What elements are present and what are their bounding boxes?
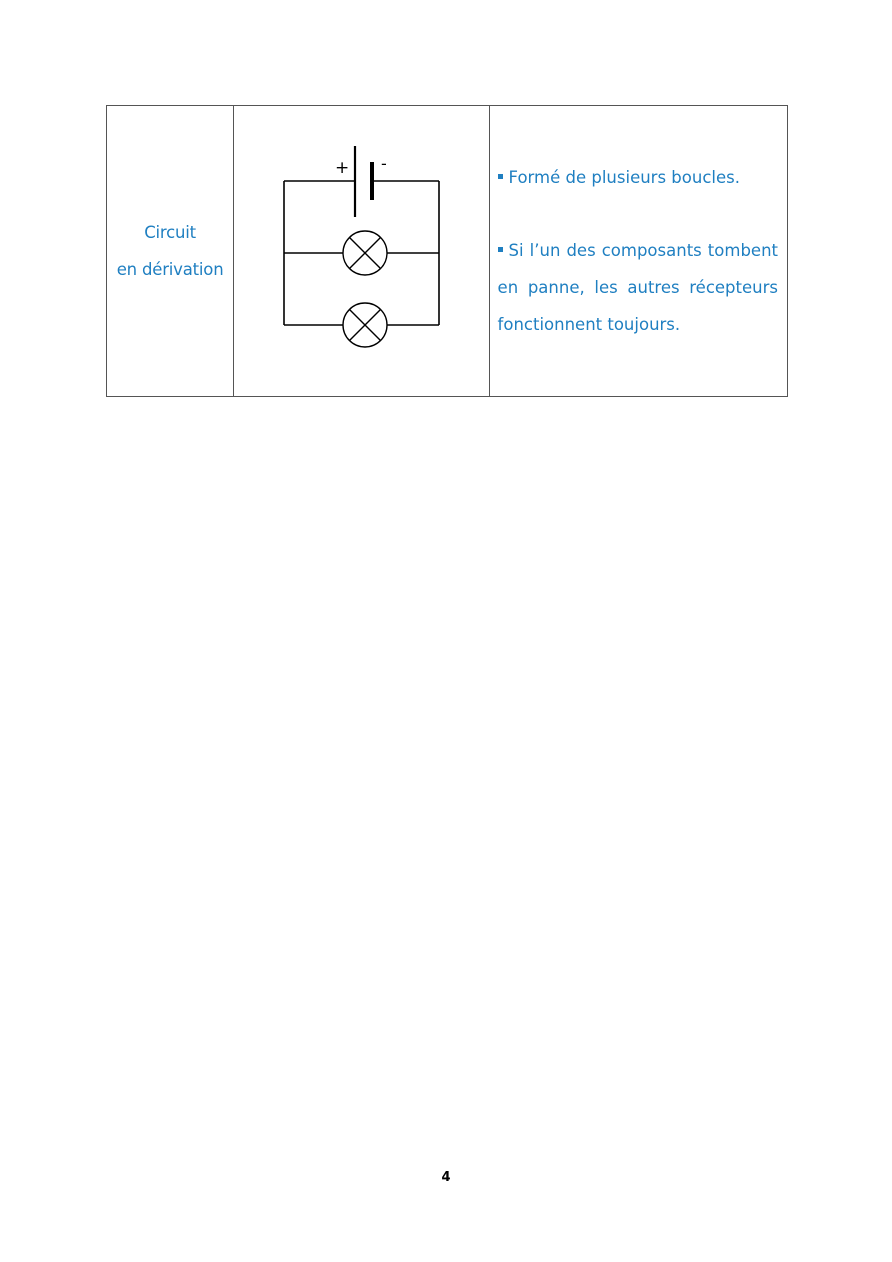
battery-plus-label: + xyxy=(335,158,350,178)
battery-symbol xyxy=(355,146,372,217)
circuit-type-name xyxy=(107,214,233,288)
lamp-1-symbol xyxy=(343,231,387,275)
circuit-type-cell xyxy=(107,106,234,397)
circuit-schematic xyxy=(234,106,489,396)
list-item xyxy=(498,232,778,343)
circuit-type-line-2: en dérivation xyxy=(116,260,224,279)
description-cell xyxy=(489,106,787,397)
table-row xyxy=(107,106,788,397)
diagram-cell xyxy=(234,106,489,397)
square-bullet-icon xyxy=(498,174,503,179)
page-number: 4 xyxy=(441,1170,451,1185)
lamp-2-symbol xyxy=(343,303,387,347)
square-bullet-icon xyxy=(498,247,503,252)
circuit-table xyxy=(106,105,788,397)
battery-minus-label: - xyxy=(381,154,387,173)
description-text: Formé de plusieurs boucles. xyxy=(508,168,740,187)
description-list xyxy=(490,159,787,343)
circuit-type-line-1: Circuit xyxy=(144,223,196,242)
parallel-circuit-diagram xyxy=(234,106,488,396)
description-text: Si l’un des composants tombent en panne, les autres récepteurs fonctionnent toujours. xyxy=(497,241,778,334)
list-item xyxy=(498,159,778,196)
